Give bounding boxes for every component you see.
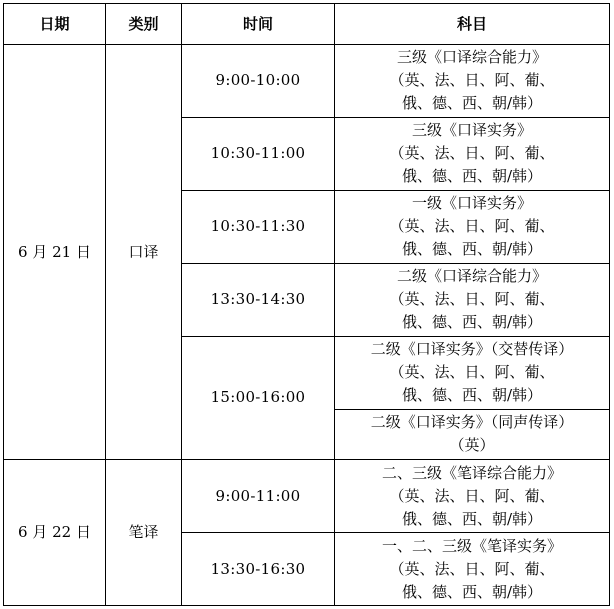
header-time: 时间 xyxy=(182,4,335,45)
subject-line: 俄、德、西、朝/韩） xyxy=(401,94,543,113)
subject-cell xyxy=(335,190,610,263)
subject-line: 俄、德、西、朝/韩） xyxy=(401,240,543,259)
subject-cell xyxy=(335,336,610,409)
subject-cell xyxy=(335,409,610,460)
subject-line: 三级《口译实务》 xyxy=(411,121,532,140)
subject-cell xyxy=(335,533,610,606)
subject-line: （英、法、日、阿、葡、 xyxy=(389,217,555,236)
time-cell: 15:00-16:00 xyxy=(182,336,335,460)
date-cell: 6 月 21 日 xyxy=(4,45,106,460)
subject-line: 二级《口译实务》（同声传译） xyxy=(370,413,574,432)
subject-line: （英、法、日、阿、葡、 xyxy=(389,144,555,163)
subject-line: 俄、德、西、朝/韩） xyxy=(401,509,543,528)
subject-cell xyxy=(335,263,610,336)
time-cell: 9:00-10:00 xyxy=(182,45,335,118)
subject-line: 三级《口译综合能力》 xyxy=(396,48,547,67)
time-cell: 9:00-11:00 xyxy=(182,460,335,533)
header-date: 日期 xyxy=(4,4,106,45)
subject-line: （英、法、日、阿、葡、 xyxy=(389,71,555,90)
subject-cell xyxy=(335,117,610,190)
subject-line: 俄、德、西、朝/韩） xyxy=(401,582,543,601)
subject-cell xyxy=(335,45,610,118)
subject-line: 俄、德、西、朝/韩） xyxy=(401,167,543,186)
subject-line: 二级《口译综合能力》 xyxy=(396,267,547,286)
header-subject: 科目 xyxy=(335,4,610,45)
category-cell: 笔译 xyxy=(106,460,182,606)
subject-line: （英、法、日、阿、葡、 xyxy=(389,559,555,578)
subject-line: 俄、德、西、朝/韩） xyxy=(401,386,543,405)
exam-schedule-table xyxy=(3,3,610,606)
subject-line: （英） xyxy=(449,436,495,455)
time-cell: 13:30-14:30 xyxy=(182,263,335,336)
date-cell: 6 月 22 日 xyxy=(4,460,106,606)
category-cell: 口译 xyxy=(106,45,182,460)
time-cell: 13:30-16:30 xyxy=(182,533,335,606)
subject-line: 一级《口译实务》 xyxy=(411,194,532,213)
subject-line: 二、三级《笔译综合能力》 xyxy=(381,463,562,482)
table-row xyxy=(4,460,610,533)
subject-line: 一、二、三级《笔译实务》 xyxy=(381,536,562,555)
subject-line: （英、法、日、阿、葡、 xyxy=(389,486,555,505)
time-cell: 10:30-11:00 xyxy=(182,117,335,190)
table-row xyxy=(4,45,610,118)
subject-line: （英、法、日、阿、葡、 xyxy=(389,290,555,309)
subject-line: 俄、德、西、朝/韩） xyxy=(401,313,543,332)
subject-line: （英、法、日、阿、葡、 xyxy=(389,363,555,382)
subject-cell xyxy=(335,460,610,533)
header-category: 类别 xyxy=(106,4,182,45)
subject-line: 二级《口译实务》（交替传译） xyxy=(370,340,574,359)
time-cell: 10:30-11:30 xyxy=(182,190,335,263)
header-row xyxy=(4,4,610,45)
